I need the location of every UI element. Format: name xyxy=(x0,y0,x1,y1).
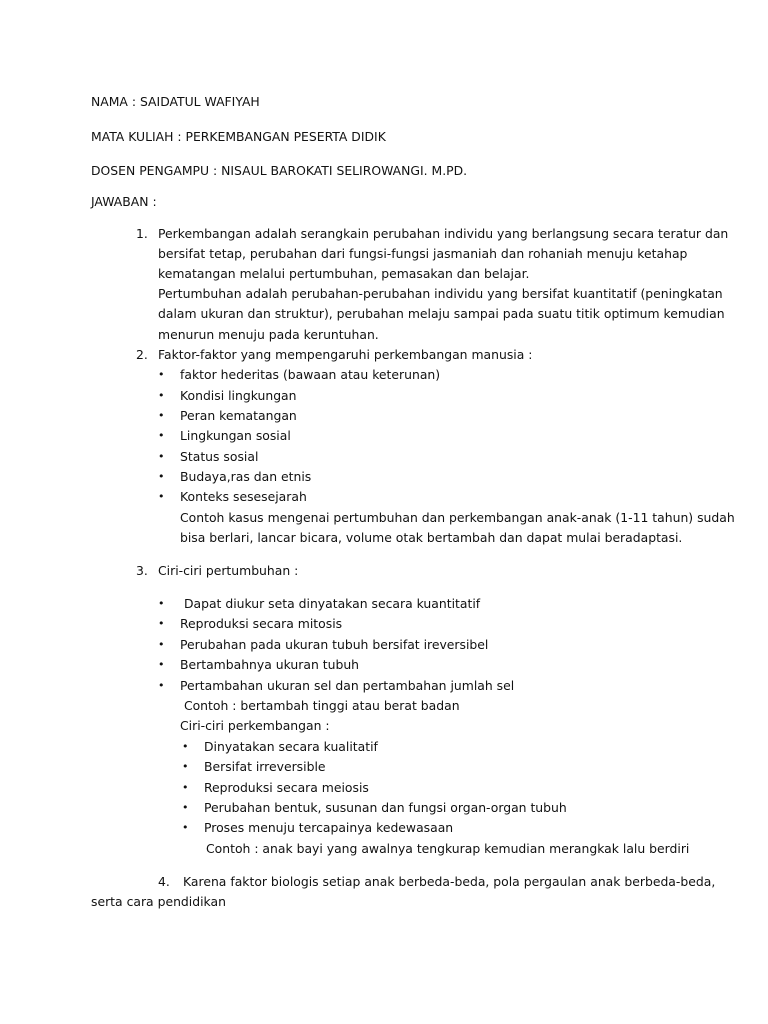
answer-3-sub-example: Contoh : anak bayi yang awalnya tengkurap kemudian merangkak lalu berdiri xyxy=(206,841,690,856)
answer-1-line: dalam ukuran dan struktur), perubahan melaju sampai pada suatu titik optimum kemudian xyxy=(158,306,725,321)
answer-4-line: serta cara pendidikan xyxy=(91,894,226,909)
bullet-icon: • xyxy=(158,597,165,610)
list-item: Dinyatakan secara kualitatif xyxy=(204,739,378,754)
bullet-icon: • xyxy=(158,638,165,651)
answer-heading: JAWABAN : xyxy=(91,194,157,209)
answer-number-1: 1. xyxy=(136,226,148,241)
answer-2-example: Contoh kasus mengenai pertumbuhan dan perkembangan anak-anak (1-11 tahun) sudah xyxy=(180,510,735,525)
list-item: Bertambahnya ukuran tubuh xyxy=(180,657,360,672)
list-item: Peran kematangan xyxy=(180,408,297,423)
list-item: Konteks sesesejarah xyxy=(180,489,307,504)
list-item: Bersifat irreversible xyxy=(204,759,326,774)
answer-1-line: Perkembangan adalah serangkain perubahan individu yang berlangsung secara teratur dan xyxy=(158,226,729,241)
answer-3-example: Contoh : bertambah tinggi atau berat badan xyxy=(180,698,460,713)
bullet-icon: • xyxy=(158,368,165,381)
answer-number-4: 4. xyxy=(158,874,170,889)
list-item: Lingkungan sosial xyxy=(180,428,291,443)
answer-1-line: bersifat tetap, perubahan dari fungsi-fungsi jasmaniah dan rohaniah menuju ketahap xyxy=(158,246,688,261)
list-item: Status sosial xyxy=(180,449,259,464)
bullet-icon: • xyxy=(158,617,165,630)
bullet-icon: • xyxy=(158,450,165,463)
list-item: Perubahan pada ukuran tubuh bersifat ireversibel xyxy=(180,637,489,652)
bullet-icon: • xyxy=(158,470,165,483)
list-item: faktor hederitas (bawaan atau keterunan) xyxy=(180,367,441,382)
list-item: Kondisi lingkungan xyxy=(180,388,297,403)
bullet-icon: • xyxy=(158,389,165,402)
answer-2-example: bisa berlari, lancar bicara, volume otak bertambah dan dapat mulai beradaptasi. xyxy=(180,530,683,545)
bullet-icon: • xyxy=(182,781,189,794)
list-item: Proses menuju tercapainya kedewasaan xyxy=(204,820,454,835)
answer-3-subheading: Ciri-ciri perkembangan : xyxy=(180,718,330,733)
bullet-icon: • xyxy=(158,658,165,671)
course-name: MATA KULIAH : PERKEMBANGAN PESERTA DIDIK xyxy=(91,129,386,144)
bullet-icon: • xyxy=(158,490,165,503)
bullet-icon: • xyxy=(158,409,165,422)
bullet-icon: • xyxy=(182,740,189,753)
answer-number-2: 2. xyxy=(136,347,148,362)
answer-1-line: Pertumbuhan adalah perubahan-perubahan individu yang bersifat kuantitatif (peningkatan xyxy=(158,286,723,301)
answer-1-line: menurun menuju pada keruntuhan. xyxy=(158,327,379,342)
answer-3-heading: Ciri-ciri pertumbuhan : xyxy=(158,563,299,578)
list-item: Reproduksi secara mitosis xyxy=(180,616,343,631)
lecturer-name: DOSEN PENGAMPU : NISAUL BAROKATI SELIROWANGI. M.PD. xyxy=(91,163,468,178)
list-item: Dapat diukur seta dinyatakan secara kuantitatif xyxy=(180,596,481,611)
bullet-icon: • xyxy=(182,821,189,834)
list-item: Pertambahan ukuran sel dan pertambahan jumlah sel xyxy=(180,678,515,693)
bullet-icon: • xyxy=(182,760,189,773)
bullet-icon: • xyxy=(182,801,189,814)
answer-2-heading: Faktor-faktor yang mempengaruhi perkembangan manusia : xyxy=(158,347,533,362)
list-item: Perubahan bentuk, susunan dan fungsi organ-organ tubuh xyxy=(204,800,567,815)
answer-4-line: Karena faktor biologis setiap anak berbeda-beda, pola pergaulan anak berbeda-beda, xyxy=(183,874,716,889)
bullet-icon: • xyxy=(158,679,165,692)
list-item: Reproduksi secara meiosis xyxy=(204,780,369,795)
bullet-icon: • xyxy=(158,429,165,442)
answer-1-line: kematangan melalui pertumbuhan, pemasakan dan belajar. xyxy=(158,266,530,281)
list-item: Budaya,ras dan etnis xyxy=(180,469,312,484)
student-name: NAMA : SAIDATUL WAFIYAH xyxy=(91,94,260,109)
answer-number-3: 3. xyxy=(136,563,148,578)
